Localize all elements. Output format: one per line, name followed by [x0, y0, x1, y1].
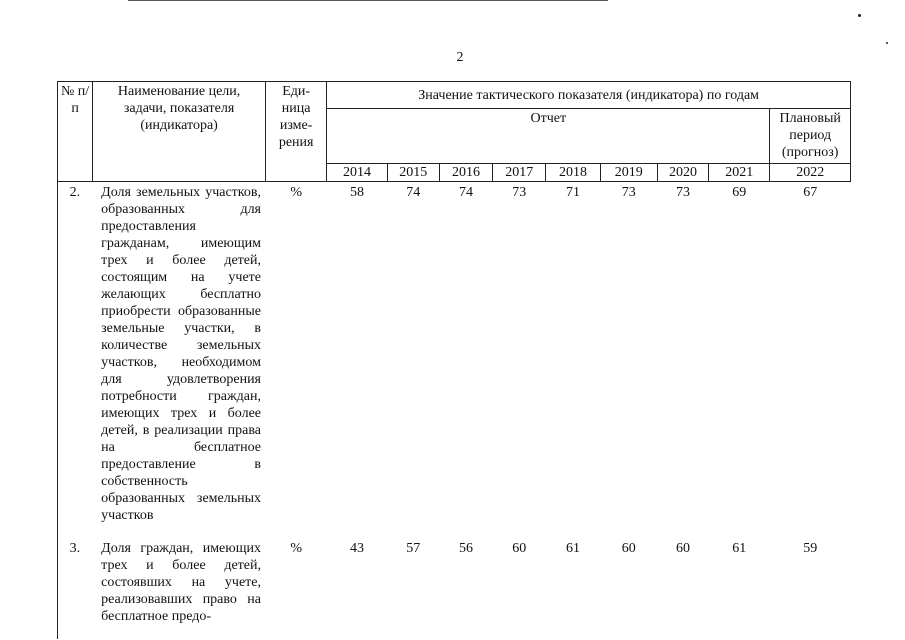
top-border-line: [128, 0, 608, 1]
row-value: 57: [406, 541, 421, 556]
row-value: 74: [458, 185, 473, 200]
row-value: 60: [512, 541, 527, 556]
header-unit: Еди-ница изме-рения: [266, 82, 327, 182]
header-year: 2018: [546, 164, 600, 182]
row-unit: %: [290, 541, 302, 556]
row-indicator-name: Доля граждан, имеющих трех и более детей, состоявших на учете, реализовавших право на бесплатное предо-: [101, 541, 261, 624]
indicator-table: [57, 81, 851, 639]
table-row: [58, 538, 851, 639]
header-year: 2019: [600, 164, 657, 182]
header-report: Отчет: [327, 109, 770, 164]
header-year: 2014: [327, 164, 387, 182]
row-value: 69: [732, 185, 747, 200]
row-value: 73: [675, 185, 690, 200]
header-year: 2015: [387, 164, 439, 182]
header-plan: Плановый период (прогноз): [770, 109, 851, 164]
row-value: 67: [803, 185, 818, 200]
header-year: 2020: [657, 164, 708, 182]
header-num: № п/п: [58, 82, 93, 182]
page-number: 2: [456, 50, 464, 65]
row-value: 60: [675, 541, 690, 556]
row-number: 3.: [58, 538, 93, 639]
header-year: 2022: [770, 164, 851, 182]
header-year: 2021: [709, 164, 770, 182]
row-value: 74: [406, 185, 421, 200]
header-year: 2016: [439, 164, 492, 182]
scan-speck: [858, 14, 861, 17]
table-row: [58, 182, 851, 539]
row-value: 43: [349, 541, 364, 556]
row-value: 73: [512, 185, 527, 200]
scan-speck: [886, 42, 888, 44]
row-value: 59: [803, 541, 818, 556]
header-name: Наименование цели, задачи, показателя (индикатора): [93, 82, 266, 182]
row-value: 60: [621, 541, 636, 556]
row-unit: %: [290, 185, 302, 200]
row-indicator-name: Доля земельных участков, образованных для предоставления гражданам, имеющим трех и более детей, состоящим на учете желающих бесплатно приобрести образованные земельные участки, в количестве земельных участков, необходимом для удовлетворения потребности граждан, имеющих трех и более детей, в реализации права на бесплатное предоставление в собственность образованных земельных участков: [101, 185, 261, 523]
row-value: 73: [621, 185, 636, 200]
row-number: 2.: [58, 182, 93, 539]
header-year: 2017: [493, 164, 546, 182]
row-value: 56: [458, 541, 473, 556]
row-value: 58: [349, 185, 364, 200]
row-value: 71: [565, 185, 580, 200]
row-value: 61: [565, 541, 580, 556]
header-values: Значение тактического показателя (индикатора) по годам: [327, 82, 851, 109]
row-value: 61: [732, 541, 747, 556]
